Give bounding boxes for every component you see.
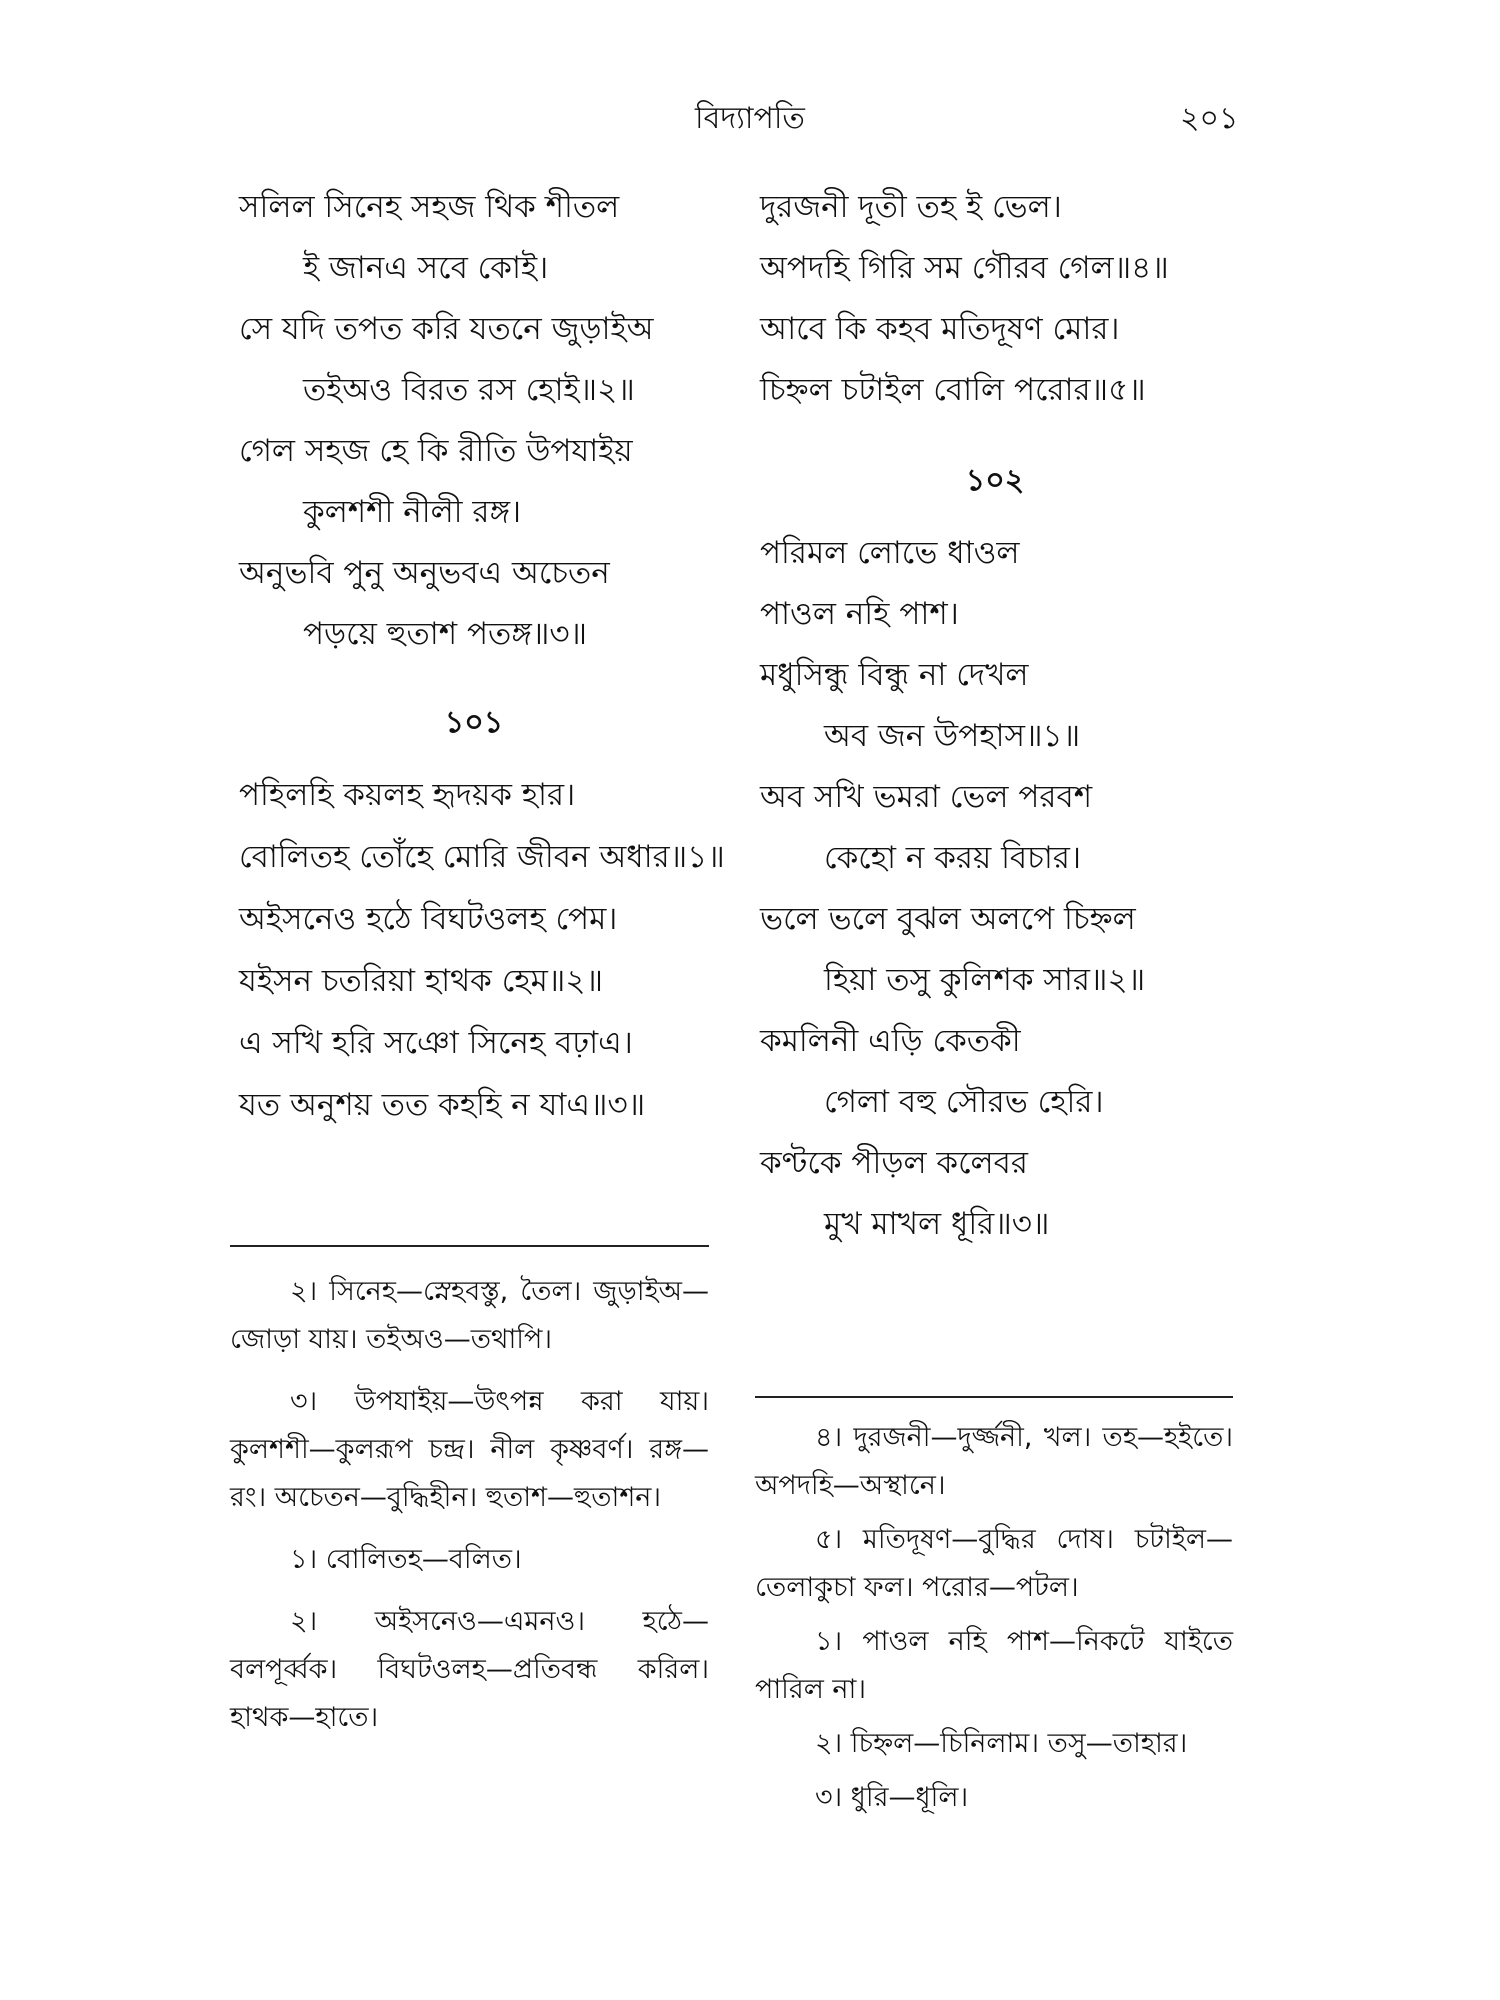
footnote: ২। চিহ্নল—চিনিলাম। তসু—তাহার।: [815, 1728, 1188, 1759]
poem-number-heading: ১০২: [965, 463, 1025, 498]
page-number: ২০১: [1180, 101, 1239, 136]
verse-line: কুলশশী নীলী রঙ্গ।: [303, 494, 522, 530]
footnotes-left: [230, 1268, 709, 1756]
verse-line: সলিল সিনেহ সহজ থিক শীতল: [239, 189, 620, 225]
verse-line: ই জানএ সবে কোই।: [303, 250, 549, 286]
poem-102: [760, 523, 1145, 1255]
footnote: ৫। মতিদূষণ—বুদ্ধির দোষ। চটাইল—তেলাকুচা ফল। পরোর—পটল।: [755, 1524, 1233, 1603]
verse-line: তইঅও বিরত রস হোই॥২॥: [303, 372, 635, 408]
left-poem-continued: [239, 177, 653, 665]
verse-line: অনুভবি পুনু অনুভবএ অচেতন: [239, 555, 610, 591]
footnote: ৩। উপযাইয়—উৎপন্ন করা যায়। কুলশশী—কুলরূপ চন্দ্র। নীল কৃষ্ণবর্ণ। রঙ্গ—রং। অচেতন—বুদ্ধিহীন। হুতাশ—হুতাশন।: [230, 1386, 709, 1513]
footnote: ৪। দুরজনী—দুর্জ্জনী, খল। তহ—হইতে। অপদহি—অস্থানে।: [755, 1422, 1233, 1501]
verse-line: পাওল নহি পাশ।: [760, 596, 959, 632]
verse-line: পহিলহি কয়লহ হৃদয়ক হার।: [239, 777, 576, 813]
verse-line: অব জন উপহাস॥১॥: [824, 718, 1081, 754]
verse-line: দুরজনী দূতী তহ ই ভেল।: [760, 189, 1062, 225]
right-poem-continued: [760, 177, 1169, 421]
footnote-divider: [755, 1396, 1233, 1398]
poem-number-heading: ১০১: [444, 705, 504, 740]
verse-line: এ সখি হরি সঞো সিনেহ বঢ়াএ।: [239, 1025, 633, 1061]
verse-line: বোলিতহ তোঁহে মোরি জীবন অধার॥১॥: [239, 839, 725, 875]
footnote: ৩। ধুরি—ধূলি।: [815, 1782, 969, 1813]
poem-101: [239, 764, 725, 1136]
verse-line: চিহ্নল চটাইল বোলি পরোর॥৫॥: [760, 372, 1146, 408]
running-header-title: বিদ্যাপতি: [695, 101, 805, 136]
footnotes-right: [755, 1414, 1233, 1828]
verse-line: গেলা বহু সৌরভ হেরি।: [824, 1084, 1104, 1120]
footnote: ১। বোলিতহ—বলিত।: [290, 1544, 522, 1575]
footnote: ২। অইসনেও—এমনও। হঠে—বলপূর্ব্বক। বিঘটওলহ—প্রতিবন্ধ করিল। হাথক—হাতে।: [230, 1606, 709, 1733]
footnote: ২। সিনেহ—স্নেহবস্তু, তৈল। জুড়াইঅ—জোড়া যায়। তইঅও—তথাপি।: [230, 1276, 709, 1355]
verse-line: যইসন চতরিয়া হাথক হেম॥২॥: [239, 963, 604, 999]
verse-line: কণ্টকে পীড়ল কলেবর: [760, 1145, 1028, 1181]
verse-line: অইসনেও হঠে বিঘটওলহ পেম।: [239, 901, 618, 937]
verse-line: পরিমল লোভে ধাওল: [760, 535, 1020, 571]
verse-line: অব সখি ভমরা ভেল পরবশ: [760, 779, 1093, 815]
verse-line: গেল সহজ হে কি রীতি উপযাইয়: [239, 433, 633, 469]
verse-line: যত অনুশয় তত কহহি ন যাএ॥৩॥: [239, 1087, 646, 1123]
verse-line: পড়য়ে হুতাশ পতঙ্গ॥৩॥: [303, 616, 588, 652]
verse-line: কমলিনী এড়ি কেতকী: [760, 1023, 1021, 1059]
verse-line: সে যদি তপত করি যতনে জুড়াইঅ: [239, 311, 654, 347]
verse-line: হিয়া তসু কুলিশক সার॥২॥: [824, 962, 1146, 998]
footnote: ১। পাওল নহি পাশ—নিকটে যাইতে পারিল না।: [755, 1626, 1233, 1705]
verse-line: আবে কি কহব মতিদূষণ মোর।: [760, 311, 1120, 347]
verse-line: মধুসিন্ধু বিন্ধু না দেখল: [760, 657, 1029, 693]
verse-line: মুখ মাখল ধূরি॥৩॥: [824, 1206, 1050, 1242]
verse-line: অপদহি গিরি সম গৌরব গেল॥৪॥: [760, 250, 1169, 286]
verse-line: কেহো ন করয় বিচার।: [824, 840, 1082, 876]
footnote-divider: [230, 1245, 709, 1247]
verse-line: ভলে ভলে বুঝল অলপে চিহ্নল: [760, 901, 1136, 937]
